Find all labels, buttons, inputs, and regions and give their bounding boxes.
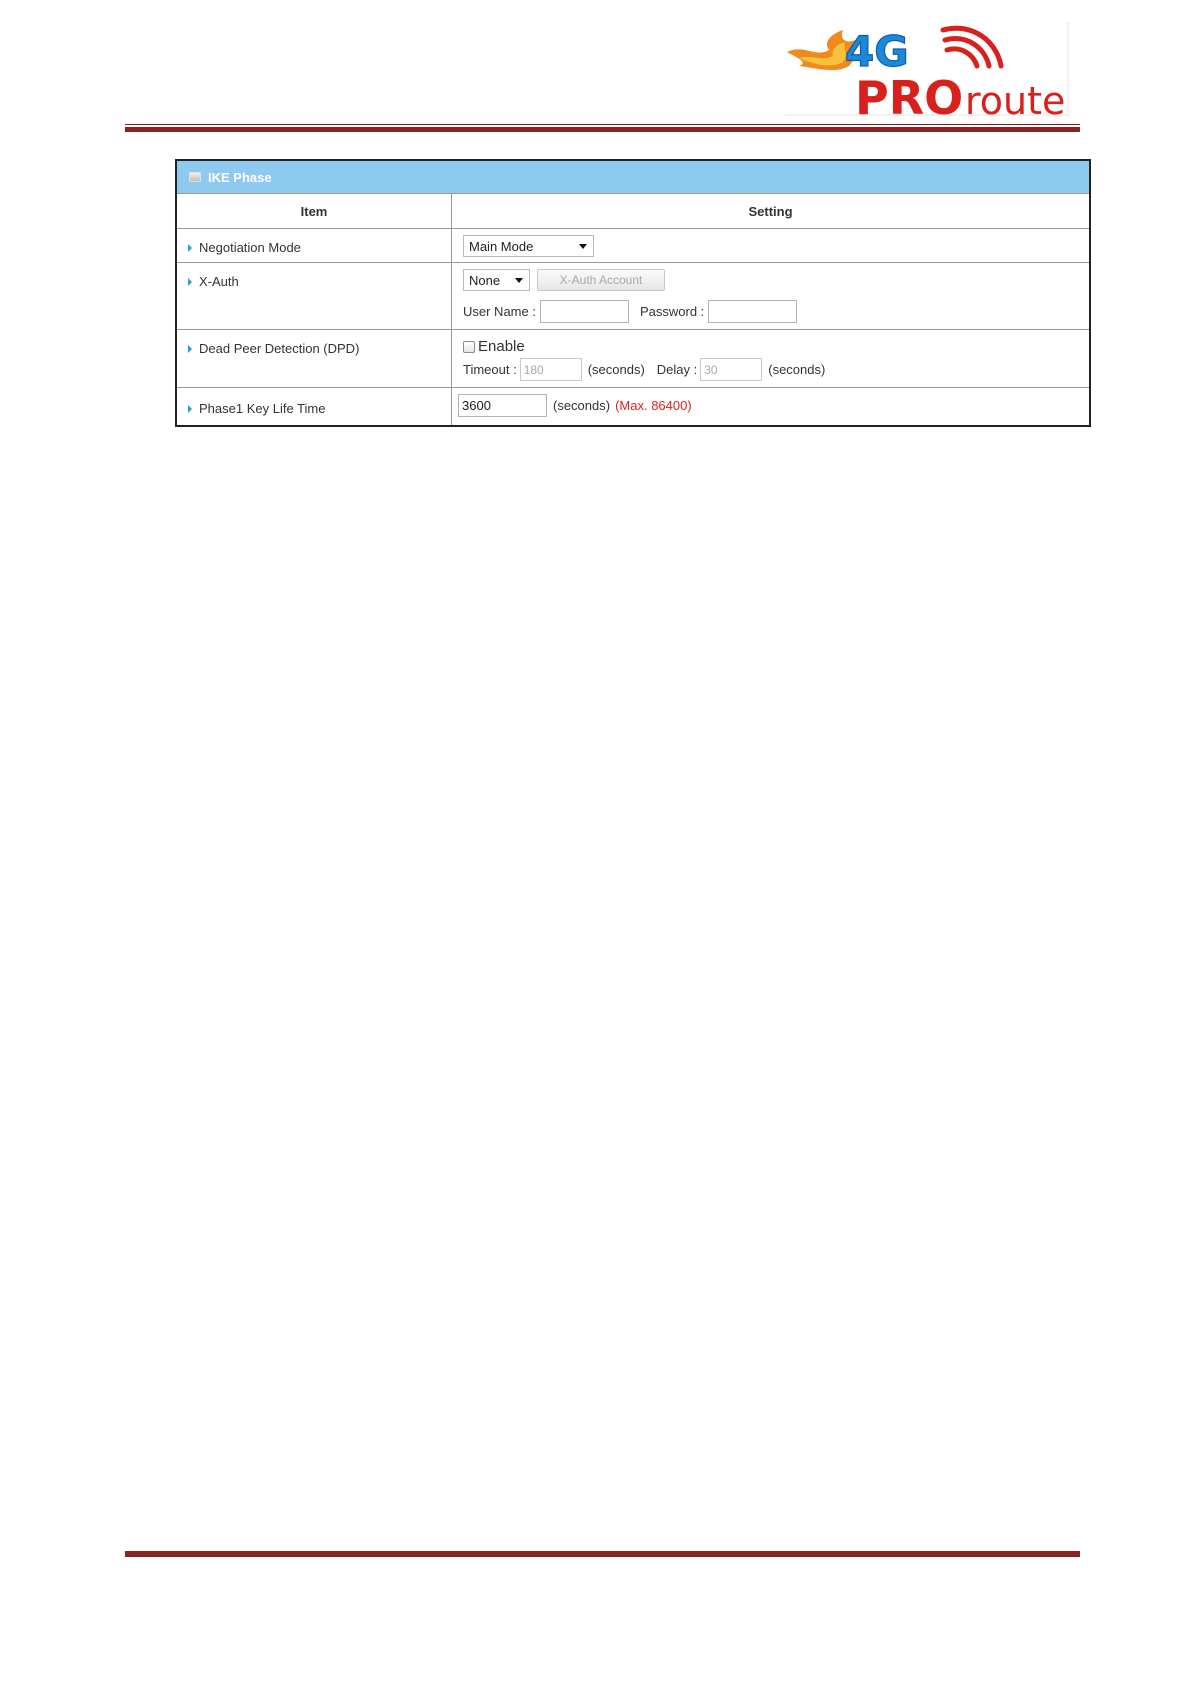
table-row	[177, 263, 1089, 330]
brand-logo	[785, 22, 1070, 117]
logo-pro-text: PRO	[855, 71, 964, 117]
table-row	[177, 330, 1089, 388]
timeout-label: Timeout :	[463, 362, 517, 377]
row-arrow-icon	[188, 405, 192, 413]
delay-label: Delay :	[656, 362, 698, 377]
dpd-enable-checkbox[interactable]	[463, 341, 475, 353]
keylife-input[interactable]: 3600	[458, 394, 547, 417]
timeout-input[interactable]: 180	[520, 358, 582, 381]
delay-unit: (seconds)	[768, 362, 826, 377]
password-label: Password :	[639, 304, 705, 319]
delay-input[interactable]: 30	[700, 358, 762, 381]
row-arrow-icon	[188, 345, 192, 353]
xauth-account-button[interactable]: X-Auth Account	[537, 269, 665, 291]
signal-waves-icon	[943, 28, 1001, 66]
username-label: User Name :	[463, 304, 536, 319]
password-input[interactable]	[708, 300, 797, 323]
row-arrow-icon	[188, 278, 192, 286]
xauth-label: X-Auth	[199, 274, 239, 289]
panel-title: IKE Phase	[208, 169, 272, 185]
timeout-unit: (seconds)	[587, 362, 645, 377]
ike-phase-panel	[175, 159, 1091, 427]
table-row	[177, 229, 1089, 263]
xauth-select-value: None	[469, 272, 501, 288]
keylife-label: Phase1 Key Life Time	[199, 401, 326, 416]
footer-divider	[125, 1549, 1080, 1557]
chevron-down-icon	[515, 278, 523, 283]
column-header-item: Item	[177, 194, 452, 229]
negotiation-mode-select[interactable]	[463, 235, 594, 257]
panel-icon	[189, 172, 201, 182]
keylife-unit: (seconds)	[553, 398, 611, 413]
table-header-row	[177, 194, 1089, 229]
panel-title-bar	[177, 161, 1089, 193]
settings-table	[177, 193, 1089, 425]
dpd-enable-label: Enable	[478, 338, 525, 355]
logo-route-text: route	[965, 79, 1066, 117]
dpd-label: Dead Peer Detection (DPD)	[199, 341, 360, 356]
table-row	[177, 388, 1089, 425]
chevron-down-icon	[579, 244, 587, 249]
username-input[interactable]	[540, 300, 629, 323]
negotiation-mode-label: Negotiation Mode	[199, 240, 301, 255]
negotiation-mode-value: Main Mode	[469, 238, 534, 254]
xauth-select[interactable]	[463, 269, 530, 291]
keylife-max-note: (Max. 86400)	[615, 398, 692, 413]
row-arrow-icon	[188, 244, 192, 252]
logo-4g-text: 4G	[845, 27, 909, 76]
header-divider	[125, 124, 1080, 132]
column-header-setting: Setting	[452, 194, 1090, 229]
